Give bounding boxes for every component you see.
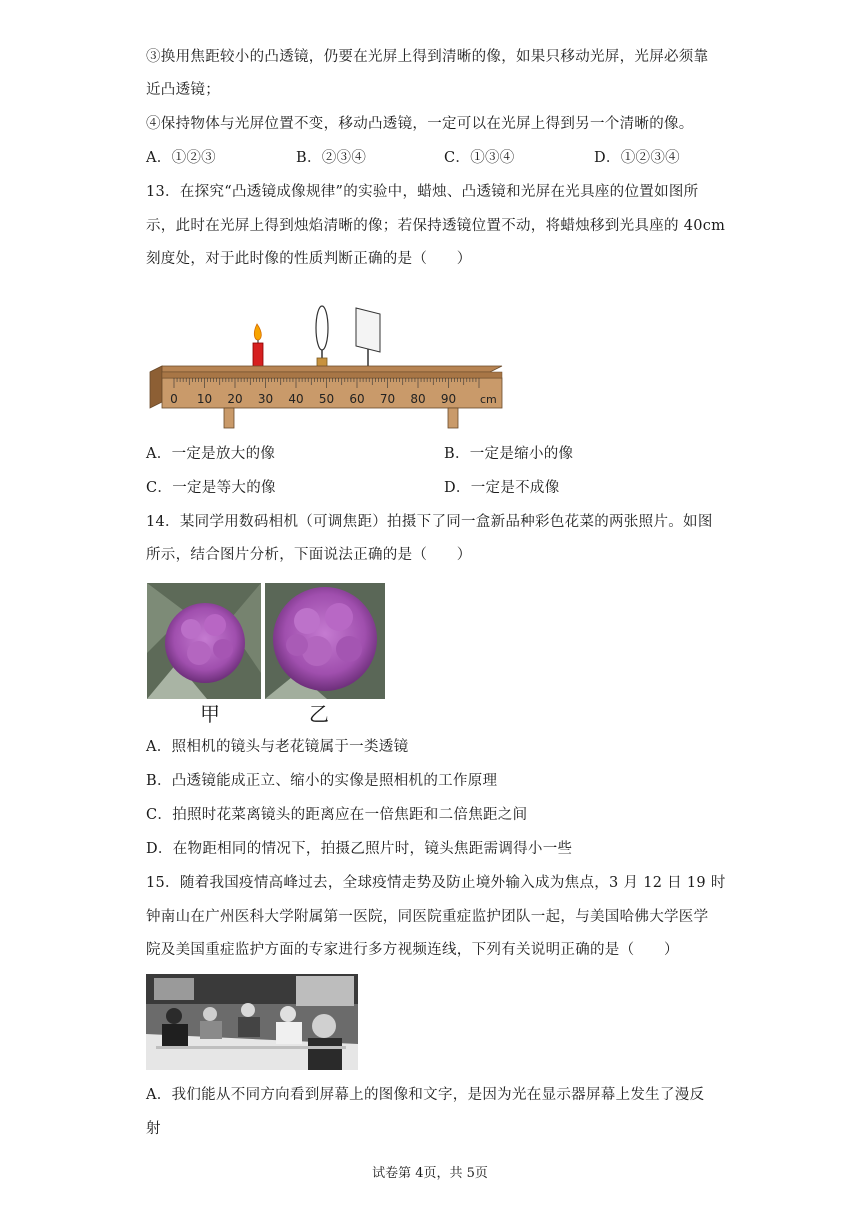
q15-option-a-line1: A．我们能从不同方向看到屏幕上的图像和文字，是因为光在显示器屏幕上发生了漫反 — [146, 1087, 705, 1103]
q13-option-b: B．一定是缩小的像 — [444, 446, 574, 462]
q12-statement-4: ④保持物体与光屏位置不变，移动凸透镜，一定可以在光屏上得到另一个清晰的像。 — [146, 116, 694, 132]
q14-option-a: A．照相机的镜头与老花镜属于一类透镜 — [146, 739, 409, 755]
q15-option-a-line2: 射 — [146, 1121, 161, 1137]
q14-option-c: C．拍照时花菜离镜头的距离应在一倍焦距和二倍焦距之间 — [146, 807, 528, 823]
ruler-tick-label: 0 — [170, 392, 178, 406]
q14-stem-line1: 14．某同学用数码相机（可调焦距）拍摄下了同一盒新品种彩色花菜的两张照片。如图 — [146, 514, 713, 530]
q13-stem-line2: 示，此时在光屏上得到烛焰清晰的像；若保持透镜位置不动，将蜡烛移到光具座的 40cm — [146, 218, 726, 234]
photo-label-jia: 甲 — [200, 702, 220, 726]
q12-option-d: D．①②③④ — [594, 150, 680, 166]
q13-option-d: D．一定是不成像 — [444, 480, 560, 496]
ruler-tick-label: 30 — [257, 392, 274, 406]
q13-option-a: A．一定是放大的像 — [146, 446, 276, 462]
ruler-tick-label: 90 — [440, 392, 457, 406]
photo-label-yi: 乙 — [309, 702, 329, 726]
q13-stem-line3: 刻度处，对于此时像的性质判断正确的是（ ） — [146, 251, 472, 267]
ruler-tick-label: 50 — [318, 392, 335, 406]
q12-statement-3-line1: ③换用焦距较小的凸透镜，仍要在光屏上得到清晰的像，如果只移动光屏，光屏必须靠 — [146, 49, 709, 65]
cauliflower-photos — [147, 583, 385, 699]
q12-option-b: B．②③④ — [296, 150, 367, 166]
ruler-tick-label: 10 — [196, 392, 213, 406]
page-footer: 试卷第 4页，共 5页 — [372, 1166, 488, 1181]
q13-option-c: C．一定是等大的像 — [146, 480, 276, 496]
ruler-unit-label: cm — [480, 393, 497, 406]
photo-yi — [265, 583, 385, 699]
ruler-tick-label: 20 — [227, 392, 243, 406]
video-conference-photo — [146, 974, 358, 1070]
q12-option-c: C．①③④ — [444, 150, 515, 166]
q15-stem-line1: 15．随着我国疫情高峰过去，全球疫情走势及防止境外输入成为焦点，3 月 12 日 19 时 — [146, 875, 726, 891]
q12-statement-3-line2: 近凸透镜； — [146, 82, 220, 98]
q14-option-b: B．凸透镜能成正立、缩小的实像是照相机的工作原理 — [146, 773, 498, 789]
ruler-tick-label: 80 — [410, 392, 426, 406]
q12-option-a: A．①②③ — [146, 150, 216, 166]
photo-jia — [147, 583, 261, 699]
ruler-tick-label: 70 — [379, 392, 396, 406]
ruler-tick-label: 60 — [349, 392, 365, 406]
q15-stem-line3: 院及美国重症监护方面的专家进行多方视频连线，下列有关说明正确的是（ ） — [146, 942, 679, 958]
q15-stem-line2: 钟南山在广州医科大学附属第一医院，同医院重症监护团队一起，与美国哈佛大学医学 — [146, 909, 709, 925]
optical-bench-figure — [146, 300, 506, 432]
q14-stem-line2: 所示，结合图片分析，下面说法正确的是（ ） — [146, 547, 472, 563]
q13-stem-line1: 13．在探究“凸透镜成像规律”的实验中，蜡烛、凸透镜和光屏在光具座的位置如图所 — [146, 184, 699, 200]
q14-option-d: D．在物距相同的情况下，拍摄乙照片时，镜头焦距需调得小一些 — [146, 841, 573, 857]
ruler-tick-label: 40 — [288, 392, 304, 406]
